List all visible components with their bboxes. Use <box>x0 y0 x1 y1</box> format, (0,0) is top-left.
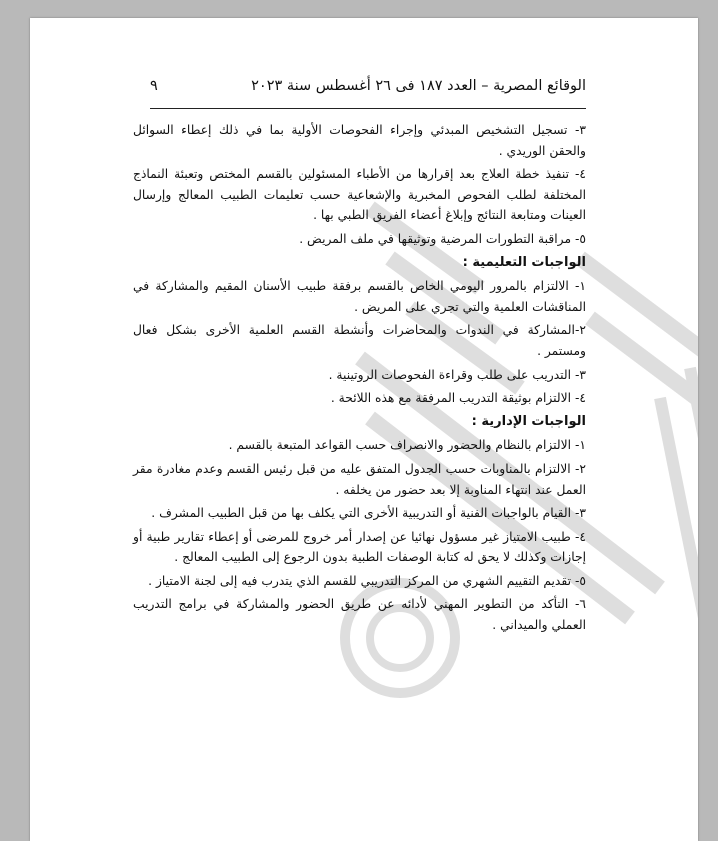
paragraph: ٤- الالتزام بوثيقة التدريب المرفقة مع هذه اللائحة . <box>330 391 586 406</box>
paragraph: ٥- تقديم التقييم الشهري من المركز التدريبي للقسم الذي يتدرب فيه إلى لجنة الامتياز . <box>148 573 586 588</box>
paragraph: ٤- تنفيذ خطة العلاج بعد إقرارها من الأطباء المسئولين بالقسم المختص وتعبئة النماذج المختلفة لطلب الفحوص المخبرية والإشعاعية حسب تعليمات الطبيب المعالج وإرسال العينات ومتابعة النتائج وإبلاغ أعضاء الفريق الطبي بها . <box>133 167 586 223</box>
paragraph: ١- الالتزام بالنظام والحضور والانصراف حسب القواعد المتبعة بالقسم . <box>228 438 586 453</box>
paragraph: ٣- تسجيل التشخيص المبدئي وإجراء الفحوصات الأولية بما في ذلك إعطاء السوائل والحقن الوريدي . <box>133 123 586 158</box>
section-heading: الواجبات الإدارية : <box>471 413 586 429</box>
gazette-page <box>30 18 698 841</box>
page-header <box>150 78 586 102</box>
paragraph: ٣- التدريب على طلب وقراءة الفحوصات الروتينية . <box>328 367 586 382</box>
paragraph: ٦- التأكد من التطوير المهني لأدائه عن طريق الحضور والمشاركة في برامج التدريب العملي والميداني . <box>133 597 586 633</box>
paragraph: ٢- الالتزام بالمناوبات حسب الجدول المتفق عليه من قبل رئيس القسم وعدم مغادرة مقر العمل عند انتهاء المناوبة إلا بعد حضور من يخلفه . <box>133 461 586 497</box>
paragraph: ٤- طبيب الامتياز غير مسؤول نهائيا عن إصدار أمر خروج للمرضى أو إعطاء تقارير طبية أو إجازات وكذلك لا يحق له كتابة الوصفات الطبية بدون الرجوع إلى الطبيب المعالج . <box>133 529 586 565</box>
document-body <box>133 120 586 636</box>
paragraph: ٢-المشاركة في الندوات والمحاضرات وأنشطة القسم العلمية الأخرى بشكل فعال ومستمر . <box>133 323 586 358</box>
gazette-issue-title: الوقائع المصرية – العدد ١٨٧ فى ٢٦ أغسطس سنة ٢٠٢٣ <box>251 78 586 94</box>
page-number: ٩ <box>150 78 158 94</box>
paragraph: ٥- مراقبة التطورات المرضية وتوثيقها في ملف المريض . <box>299 231 586 246</box>
paragraph: ١- الالتزام بالمرور اليومي الخاص بالقسم برفقة طبيب الأسنان المقيم والمشاركة في المناقشات العلمية والتي تجري على المريض . <box>133 279 586 314</box>
section-heading: الواجبات التعليمية : <box>462 254 586 270</box>
paragraph: ٣- القيام بالواجبات الفنية أو التدريبية الأخرى التي يكلف بها من قبل الطبيب المشرف . <box>151 506 586 521</box>
header-divider <box>150 108 586 109</box>
